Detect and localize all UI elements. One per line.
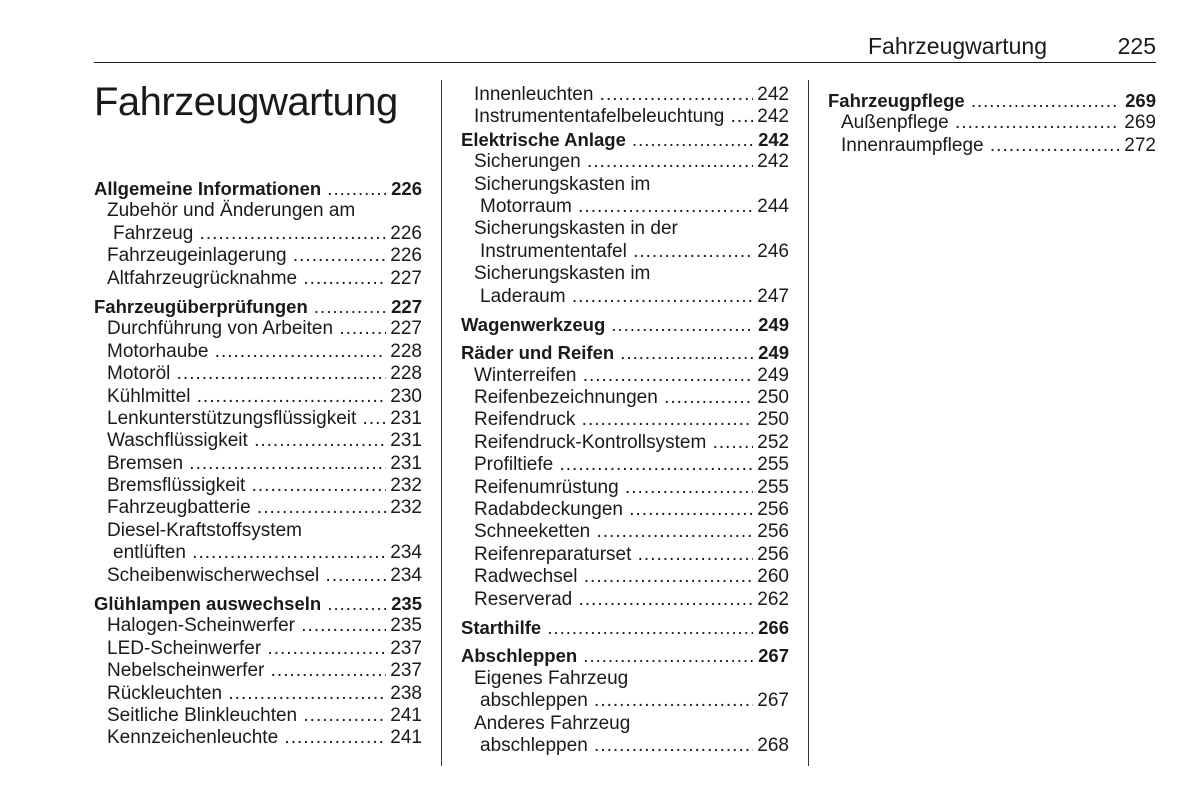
toc-page-number: 227	[387, 318, 422, 340]
toc-entry[interactable]	[461, 286, 789, 308]
toc-entry-label: Glühlampen auswechseln .....	[94, 593, 386, 615]
toc-entry-label: Reifenreparaturset .....	[474, 544, 753, 566]
toc-page-number: 267	[754, 690, 789, 712]
toc-entry[interactable]	[461, 151, 789, 173]
toc-entry-line: Diesel-Kraftstoffsystem	[107, 519, 302, 541]
toc-section-entry[interactable]	[461, 617, 789, 639]
toc-entry-label: Fahrzeugeinlagerung .....	[107, 245, 386, 267]
toc-page-number: 250	[754, 409, 789, 431]
toc-page-number: 226	[387, 245, 422, 267]
toc-entry-label: Schneeketten .....	[474, 521, 753, 543]
toc-column-2	[461, 84, 789, 757]
toc-entry-line: Sicherungskasten im	[474, 173, 651, 195]
toc-entry-label: Außenpflege .....	[841, 112, 1120, 134]
toc-page-number: 241	[387, 727, 422, 749]
toc-page-number: 227	[387, 268, 422, 290]
toc-page-number: 231	[387, 453, 422, 475]
toc-entry-label: LED-Scheinwerfer .....	[107, 638, 386, 660]
toc-page-number: 242	[755, 129, 789, 151]
toc-entry[interactable]	[461, 690, 789, 712]
toc-page-number: 242	[754, 151, 789, 173]
toc-page-number: 231	[387, 408, 422, 430]
toc-entry-label: Motorhaube .....	[107, 341, 386, 363]
toc-page-number: 255	[754, 454, 789, 476]
chapter-title: Fahrzeugwartung	[94, 80, 398, 124]
toc-entry-label: Motorraum .....	[480, 196, 753, 218]
toc-entry-label: Starthilfe .....	[461, 617, 753, 639]
toc-page-number: 267	[755, 645, 789, 667]
toc-entry-label: Laderaum .....	[480, 286, 753, 308]
toc-section-entry[interactable]	[828, 90, 1156, 112]
toc-entry-label: Kennzeichenleuchte .....	[107, 727, 386, 749]
toc-page-number: 232	[387, 475, 422, 497]
toc-entry-label: Reifendruck-Kontrollsystem .....	[474, 432, 753, 454]
toc-entry[interactable]	[94, 223, 422, 245]
toc-entry-label: Lenkunterstützungsflüssigkeit .....	[107, 408, 386, 430]
toc-entry-line: Sicherungskasten im	[474, 263, 651, 285]
toc-section-entry[interactable]	[94, 593, 422, 615]
column-divider-2	[808, 80, 809, 766]
toc-entry[interactable]	[94, 727, 422, 749]
toc-entry-label: Altfahrzeugrücknahme .....	[107, 268, 386, 290]
toc-page-number: 232	[387, 497, 422, 519]
toc-page-number: 269	[1122, 90, 1156, 112]
toc-entry-label: Bremsen .....	[107, 453, 386, 475]
toc-entry[interactable]	[94, 660, 422, 682]
toc-entry[interactable]	[461, 241, 789, 263]
toc-page-number: 234	[387, 542, 422, 564]
toc-page-number: 234	[387, 565, 422, 587]
toc-entry[interactable]	[461, 106, 789, 128]
toc-entry[interactable]	[461, 735, 789, 757]
toc-page-number: 235	[388, 593, 422, 615]
toc-entry-label: Halogen-Scheinwerfer .....	[107, 615, 386, 637]
toc-entry-label: Reifendruck .....	[474, 409, 753, 431]
toc-entry[interactable]	[94, 268, 422, 290]
toc-entry[interactable]	[828, 112, 1156, 134]
toc-page-number: 237	[387, 638, 422, 660]
toc-entry[interactable]	[94, 453, 422, 475]
header-title: Fahrzeugwartung	[868, 33, 1047, 59]
toc-entry[interactable]	[94, 683, 422, 705]
toc-page-number: 242	[754, 84, 789, 106]
toc-entry-label: Nebelscheinwerfer .....	[107, 660, 386, 682]
toc-entry[interactable]	[94, 430, 422, 452]
toc-entry-label: Instrumententafel .....	[480, 241, 753, 263]
toc-page-number: 230	[387, 386, 422, 408]
toc-page-number: 226	[387, 223, 422, 245]
toc-page-number: 238	[387, 683, 422, 705]
toc-entry-label: entlüften .....	[113, 542, 386, 564]
toc-entry-label: Scheibenwischerwechsel .....	[107, 565, 386, 587]
toc-section-entry[interactable]	[461, 342, 789, 364]
toc-entry[interactable]	[94, 615, 422, 637]
toc-entry[interactable]	[94, 705, 422, 727]
toc-page-number: 247	[754, 286, 789, 308]
toc-section-entry[interactable]	[461, 314, 789, 336]
toc-entry-label: Waschflüssigkeit .....	[107, 430, 386, 452]
toc-entry-label: abschleppen .....	[480, 690, 753, 712]
toc-entry-label: Instrumententafelbeleuchtung .....	[474, 106, 753, 128]
toc-page-number: 226	[388, 178, 422, 200]
toc-entry[interactable]	[461, 566, 789, 588]
toc-entry-line: Anderes Fahrzeug	[474, 712, 631, 734]
toc-entry-label: Fahrzeugüberprüfungen .....	[94, 296, 386, 318]
toc-entry-label: abschleppen .....	[480, 735, 753, 757]
toc-entry-label: Abschleppen .....	[461, 645, 753, 667]
toc-entry-label: Bremsflüssigkeit .....	[107, 475, 386, 497]
toc-entry-line: Sicherungskasten in der	[474, 218, 678, 240]
toc-page-number: 266	[755, 617, 789, 639]
toc-entry-label: Kühlmittel .....	[107, 386, 386, 408]
toc-entry-label: Elektrische Anlage .....	[461, 129, 753, 151]
toc-entry-label: Reifenbezeichnungen .....	[474, 387, 753, 409]
toc-page-number: 272	[1121, 135, 1156, 157]
toc-entry[interactable]	[94, 542, 422, 564]
toc-entry[interactable]	[94, 408, 422, 430]
header-rule	[94, 62, 1156, 63]
toc-entry[interactable]	[461, 499, 789, 521]
toc-section-entry[interactable]	[461, 129, 789, 151]
toc-page-number: 237	[387, 660, 422, 682]
toc-entry-label: Seitliche Blinkleuchten .....	[107, 705, 386, 727]
toc-page-number: 260	[754, 566, 789, 588]
header-page-number: 225	[1117, 33, 1156, 59]
toc-page-number: 268	[754, 735, 789, 757]
toc-page-number: 231	[387, 430, 422, 452]
toc-entry-label: Räder und Reifen .....	[461, 342, 753, 364]
toc-page-number: 241	[387, 705, 422, 727]
toc-page-number: 262	[754, 589, 789, 611]
toc-section-entry[interactable]	[461, 645, 789, 667]
toc-page-number: 252	[754, 432, 789, 454]
toc-entry[interactable]	[94, 318, 422, 340]
toc-entry[interactable]	[461, 196, 789, 218]
toc-entry-label: Reserverad .....	[474, 589, 753, 611]
toc-entry[interactable]	[94, 497, 422, 519]
toc-entry-label: Radabdeckungen .....	[474, 499, 753, 521]
toc-entry-label: Reifenumrüstung .....	[474, 477, 753, 499]
toc-page-number: 269	[1121, 112, 1156, 134]
toc-entry-label: Innenleuchten .....	[474, 84, 753, 106]
toc-entry-line: Zubehör und Änderungen am	[107, 200, 356, 222]
toc-entry[interactable]	[94, 341, 422, 363]
toc-page-number: 249	[755, 314, 789, 336]
toc-entry[interactable]	[461, 521, 789, 543]
toc-entry-line: Eigenes Fahrzeug	[474, 667, 629, 689]
toc-page-number: 228	[387, 341, 422, 363]
toc-page-number: 242	[754, 106, 789, 128]
toc-entry[interactable]	[94, 475, 422, 497]
toc-entry[interactable]	[461, 544, 789, 566]
toc-entry-label: Rückleuchten .....	[107, 683, 386, 705]
toc-page-number: 256	[754, 521, 789, 543]
toc-page-number: 227	[388, 296, 422, 318]
column-divider-1	[441, 80, 442, 766]
toc-page-number: 255	[754, 477, 789, 499]
toc-page-number: 244	[754, 196, 789, 218]
toc-entry[interactable]	[94, 386, 422, 408]
toc-page-number: 228	[387, 363, 422, 385]
toc-section-entry[interactable]	[94, 296, 422, 318]
toc-entry[interactable]	[461, 84, 789, 106]
toc-entry-label: Innenraumpflege .....	[841, 135, 1120, 157]
toc-entry[interactable]	[461, 387, 789, 409]
toc-entry[interactable]	[461, 365, 789, 387]
toc-entry[interactable]	[461, 477, 789, 499]
toc-page-number: 249	[754, 365, 789, 387]
toc-entry[interactable]	[461, 454, 789, 476]
toc-entry[interactable]	[94, 638, 422, 660]
toc-entry-label: Radwechsel .....	[474, 566, 753, 588]
toc-entry-label: Allgemeine Informationen .....	[94, 178, 386, 200]
toc-entry-label: Fahrzeug .....	[113, 223, 386, 245]
toc-page-number: 249	[755, 342, 789, 364]
toc-page-number: 256	[754, 499, 789, 521]
toc-entry[interactable]	[461, 589, 789, 611]
toc-entry[interactable]	[461, 409, 789, 431]
toc-page-number: 256	[754, 544, 789, 566]
toc-entry-label: Wagenwerkzeug .....	[461, 314, 753, 336]
toc-entry[interactable]	[94, 363, 422, 385]
toc-entry-label: Sicherungen .....	[474, 151, 753, 173]
toc-page-number: 246	[754, 241, 789, 263]
toc-entry[interactable]	[461, 432, 789, 454]
toc-entry-label: Durchführung von Arbeiten .....	[107, 318, 386, 340]
toc-entry[interactable]	[828, 135, 1156, 157]
toc-entry-label: Fahrzeugbatterie .....	[107, 497, 386, 519]
toc-entry-label: Winterreifen .....	[474, 365, 753, 387]
toc-column-3	[828, 90, 1156, 157]
toc-page-number: 235	[387, 615, 422, 637]
toc-section-entry[interactable]	[94, 178, 422, 200]
toc-entry[interactable]	[94, 245, 422, 267]
toc-page-number: 250	[754, 387, 789, 409]
toc-entry-label: Motoröl .....	[107, 363, 386, 385]
toc-entry-label: Profiltiefe .....	[474, 454, 753, 476]
toc-entry[interactable]	[94, 565, 422, 587]
toc-column-1	[94, 178, 422, 750]
toc-entry-label: Fahrzeugpflege .....	[828, 90, 1120, 112]
